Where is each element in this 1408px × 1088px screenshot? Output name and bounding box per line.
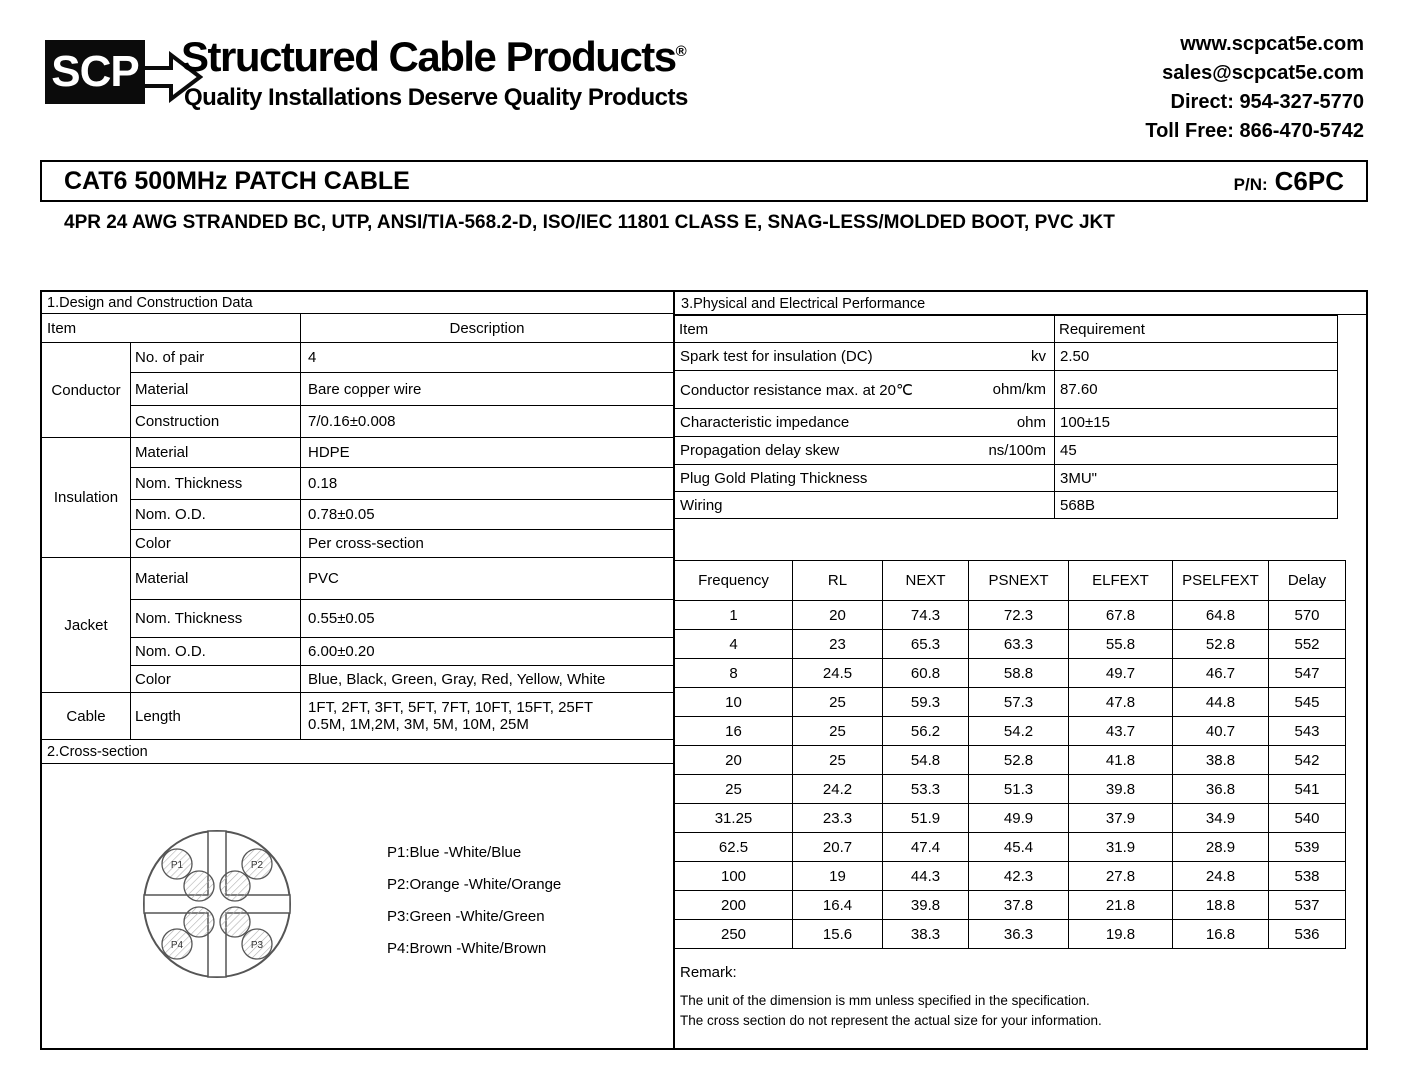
freq-data-cell: 23.3 <box>793 804 883 833</box>
perf-requirement: 100±15 <box>1055 409 1338 437</box>
perf-requirement: 45 <box>1055 437 1338 465</box>
freq-data-cell: 200 <box>675 891 793 920</box>
freq-data-cell: 15.6 <box>793 920 883 949</box>
freq-data-cell: 31.25 <box>675 804 793 833</box>
freq-data-cell: 51.3 <box>969 775 1069 804</box>
design-value: 0.78±0.05 <box>301 500 674 530</box>
freq-data-cell: 36.8 <box>1173 775 1269 804</box>
freq-data-cell: 31.9 <box>1069 833 1173 862</box>
perf-col-requirement: Requirement <box>1055 316 1338 343</box>
freq-data-cell: 539 <box>1269 833 1346 862</box>
design-prop: Nom. O.D. <box>131 500 301 530</box>
freq-data-row <box>675 833 1346 862</box>
freq-data-cell: 19 <box>793 862 883 891</box>
col-elfext: ELFEXT <box>1069 561 1173 601</box>
design-value: 6.00±0.20 <box>301 638 674 666</box>
remark-title: Remark: <box>680 964 737 981</box>
design-value: Bare copper wire <box>301 373 674 406</box>
freq-data-cell: 47.8 <box>1069 688 1173 717</box>
freq-data-cell: 8 <box>675 659 793 688</box>
perf-item: Plug Gold Plating Thickness <box>675 465 1055 492</box>
freq-data-cell: 49.7 <box>1069 659 1173 688</box>
freq-data-cell: 25 <box>675 775 793 804</box>
legend-pair4: P4:Brown -White/Brown <box>387 940 547 957</box>
design-table <box>41 291 674 764</box>
freq-data-cell: 20 <box>793 601 883 630</box>
freq-data-row <box>675 862 1346 891</box>
spec-body <box>40 290 1368 1050</box>
design-prop: Material <box>131 373 301 406</box>
freq-data-cell: 545 <box>1269 688 1346 717</box>
col-psnext: PSNEXT <box>969 561 1069 601</box>
freq-data-cell: 54.2 <box>969 717 1069 746</box>
freq-data-cell: 25 <box>793 688 883 717</box>
freq-data-row <box>675 775 1346 804</box>
remark-line-1: The unit of the dimension is mm unless specified in the specification. <box>680 993 1090 1008</box>
contact-direct-phone: Direct: 954-327-5770 <box>1170 91 1364 113</box>
freq-data-cell: 24.8 <box>1173 862 1269 891</box>
perf-item: ohm Characteristic impedance <box>675 409 1055 437</box>
col-rl: RL <box>793 561 883 601</box>
freq-data-cell: 21.8 <box>1069 891 1173 920</box>
col-pselfext: PSELFEXT <box>1173 561 1269 601</box>
freq-data-cell: 16.8 <box>1173 920 1269 949</box>
freq-data-cell: 43.7 <box>1069 717 1173 746</box>
col-delay: Delay <box>1269 561 1346 601</box>
freq-data-cell: 63.3 <box>969 630 1069 659</box>
cable-cross-section-diagram <box>127 814 307 994</box>
legend-pair3: P3:Green -White/Green <box>387 908 545 925</box>
part-number-label: P/N: <box>1233 174 1268 194</box>
freq-data-cell: 59.3 <box>883 688 969 717</box>
cable-length-m: 0.5M, 1M,2M, 3M, 5M, 10M, 25M <box>308 716 529 733</box>
design-prop: Nom. Thickness <box>131 468 301 500</box>
perf-requirement: 87.60 <box>1055 371 1338 409</box>
design-value <box>301 693 674 740</box>
freq-data-cell: 16.4 <box>793 891 883 920</box>
design-value: 4 <box>301 343 674 373</box>
freq-data-cell: 552 <box>1269 630 1346 659</box>
freq-data-cell: 25 <box>793 746 883 775</box>
perf-requirement: 2.50 <box>1055 343 1338 371</box>
freq-data-cell: 28.9 <box>1173 833 1269 862</box>
contact-website: www.scpcat5e.com <box>1180 33 1364 55</box>
freq-data-cell: 67.8 <box>1069 601 1173 630</box>
legend-pair1: P1:Blue -White/Blue <box>387 844 522 861</box>
freq-data-cell: 543 <box>1269 717 1346 746</box>
pair-label-p2: P2 <box>250 860 264 871</box>
freq-data-row <box>675 601 1346 630</box>
freq-data-cell: 72.3 <box>969 601 1069 630</box>
freq-data-cell: 541 <box>1269 775 1346 804</box>
spec-subtitle: 4PR 24 AWG STRANDED BC, UTP, ANSI/TIA-568.2-D, ISO/IEC 11801 CLASS E, SNAG-LESS/MOLDED BOOT, PVC JKT <box>64 212 1115 233</box>
scp-logo-text: SCP <box>51 47 139 96</box>
freq-data-cell: 100 <box>675 862 793 891</box>
freq-data-cell: 24.5 <box>793 659 883 688</box>
freq-data-cell: 38.3 <box>883 920 969 949</box>
perf-unit: ohm/km <box>992 380 1046 398</box>
freq-data-cell: 250 <box>675 920 793 949</box>
perf-col-item: Item <box>675 316 1055 343</box>
freq-data-cell: 25 <box>793 717 883 746</box>
freq-data-cell: 57.3 <box>969 688 1069 717</box>
part-number-value: C6PC <box>1274 165 1344 196</box>
freq-data-cell: 538 <box>1269 862 1346 891</box>
contact-email: sales@scpcat5e.com <box>1162 62 1364 84</box>
product-title: CAT6 500MHz PATCH CABLE <box>64 166 410 195</box>
brand-name-text: Structured Cable Products <box>181 33 676 80</box>
freq-data-row <box>675 688 1346 717</box>
remark-line-2: The cross section do not represent the actual size for your information. <box>680 1013 1102 1028</box>
freq-data-cell: 65.3 <box>883 630 969 659</box>
design-col-description: Description <box>301 314 674 343</box>
cross-section-legend <box>387 844 561 972</box>
frequency-performance-table <box>674 560 1346 949</box>
freq-data-cell: 47.4 <box>883 833 969 862</box>
design-col-item: Item <box>42 314 301 343</box>
freq-data-cell: 537 <box>1269 891 1346 920</box>
registered-mark: ® <box>675 43 686 60</box>
freq-data-cell: 18.8 <box>1173 891 1269 920</box>
contact-tollfree-phone: Toll Free: 866-470-5742 <box>1145 120 1364 142</box>
freq-data-cell: 27.8 <box>1069 862 1173 891</box>
freq-data-cell: 42.3 <box>969 862 1069 891</box>
freq-data-cell: 542 <box>1269 746 1346 775</box>
design-prop: Color <box>131 530 301 558</box>
brand-tagline: Quality Installations Deserve Quality Products <box>184 84 688 111</box>
part-number <box>1234 166 1344 197</box>
freq-data-cell: 37.8 <box>969 891 1069 920</box>
freq-data-cell: 36.3 <box>969 920 1069 949</box>
freq-data-cell: 10 <box>675 688 793 717</box>
freq-data-cell: 51.9 <box>883 804 969 833</box>
remark-block <box>680 964 1102 1033</box>
freq-data-cell: 74.3 <box>883 601 969 630</box>
freq-data-cell: 4 <box>675 630 793 659</box>
perf-item: kv Spark test for insulation (DC) <box>675 343 1055 371</box>
design-value: HDPE <box>301 438 674 468</box>
freq-data-cell: 64.8 <box>1173 601 1269 630</box>
freq-data-cell: 58.8 <box>969 659 1069 688</box>
perf-unit: kv <box>1031 348 1046 365</box>
perf-requirement: 3MU" <box>1055 465 1338 492</box>
design-section-title: 1.Design and Construction Data <box>42 292 674 314</box>
performance-section-title: 3.Physical and Electrical Performance <box>675 292 1366 315</box>
design-prop: Construction <box>131 406 301 438</box>
freq-data-row <box>675 746 1346 775</box>
perf-requirement: 568B <box>1055 492 1338 519</box>
col-frequency: Frequency <box>675 561 793 601</box>
cross-section-title: 2.Cross-section <box>42 740 674 764</box>
freq-data-cell: 1 <box>675 601 793 630</box>
freq-data-cell: 52.8 <box>969 746 1069 775</box>
freq-data-cell: 39.8 <box>883 891 969 920</box>
freq-data-cell: 44.8 <box>1173 688 1269 717</box>
freq-data-cell: 23 <box>793 630 883 659</box>
design-group-insulation: Insulation <box>42 438 131 558</box>
freq-data-cell: 40.7 <box>1173 717 1269 746</box>
freq-data-cell: 55.8 <box>1069 630 1173 659</box>
design-prop: No. of pair <box>131 343 301 373</box>
design-value: Per cross-section <box>301 530 674 558</box>
freq-data-cell: 536 <box>1269 920 1346 949</box>
design-group-cable: Cable <box>42 693 131 740</box>
freq-data-row <box>675 659 1346 688</box>
design-group-conductor: Conductor <box>42 343 131 438</box>
freq-data-row <box>675 920 1346 949</box>
design-value: 0.55±0.05 <box>301 600 674 638</box>
freq-data-cell: 60.8 <box>883 659 969 688</box>
freq-data-cell: 45.4 <box>969 833 1069 862</box>
perf-item: ohm/km Conductor resistance max. at 20℃ <box>675 371 1055 409</box>
freq-data-cell: 20 <box>675 746 793 775</box>
design-value: 0.18 <box>301 468 674 500</box>
perf-item: Wiring <box>675 492 1055 519</box>
col-next: NEXT <box>883 561 969 601</box>
legend-pair2: P2:Orange -White/Orange <box>387 876 562 893</box>
perf-unit: ns/100m <box>988 442 1046 459</box>
performance-section <box>675 292 1366 1048</box>
freq-data-cell: 56.2 <box>883 717 969 746</box>
freq-data-cell: 52.8 <box>1173 630 1269 659</box>
freq-data-row <box>675 717 1346 746</box>
freq-data-cell: 49.9 <box>969 804 1069 833</box>
freq-data-cell: 34.9 <box>1173 804 1269 833</box>
freq-data-cell: 570 <box>1269 601 1346 630</box>
perf-item: ns/100m Propagation delay skew <box>675 437 1055 465</box>
cable-length-ft: 1FT, 2FT, 3FT, 5FT, 7FT, 10FT, 15FT, 25FT <box>308 699 594 716</box>
title-bar <box>40 160 1368 202</box>
freq-data-cell: 46.7 <box>1173 659 1269 688</box>
freq-data-cell: 20.7 <box>793 833 883 862</box>
perf-unit: ohm <box>1016 414 1046 431</box>
design-prop: Nom. O.D. <box>131 638 301 666</box>
design-prop: Length <box>131 693 301 740</box>
freq-data-cell: 39.8 <box>1069 775 1173 804</box>
contact-block <box>1145 30 1364 146</box>
freq-data-row <box>675 630 1346 659</box>
design-value: PVC <box>301 558 674 600</box>
design-group-jacket: Jacket <box>42 558 131 693</box>
freq-data-cell: 24.2 <box>793 775 883 804</box>
design-prop: Material <box>131 558 301 600</box>
electrical-requirements-table <box>674 315 1338 519</box>
design-prop: Nom. Thickness <box>131 600 301 638</box>
brand-name <box>181 33 685 81</box>
pair-label-p4: P4 <box>170 940 184 951</box>
freq-data-cell: 38.8 <box>1173 746 1269 775</box>
freq-data-cell: 37.9 <box>1069 804 1173 833</box>
pair-label-p1: P1 <box>170 860 184 871</box>
freq-data-cell: 547 <box>1269 659 1346 688</box>
design-prop: Material <box>131 438 301 468</box>
freq-data-cell: 54.8 <box>883 746 969 775</box>
freq-data-cell: 62.5 <box>675 833 793 862</box>
freq-data-row <box>675 804 1346 833</box>
freq-data-cell: 41.8 <box>1069 746 1173 775</box>
freq-header-row <box>675 561 1346 601</box>
design-value: Blue, Black, Green, Gray, Red, Yellow, White <box>301 666 674 693</box>
design-prop: Color <box>131 666 301 693</box>
freq-data-cell: 540 <box>1269 804 1346 833</box>
freq-data-cell: 19.8 <box>1069 920 1173 949</box>
freq-data-row <box>675 891 1346 920</box>
pair-label-p3: P3 <box>250 940 264 951</box>
design-value: 7/0.16±0.008 <box>301 406 674 438</box>
freq-data-cell: 44.3 <box>883 862 969 891</box>
freq-data-cell: 16 <box>675 717 793 746</box>
scp-logo <box>45 40 145 104</box>
freq-data-cell: 53.3 <box>883 775 969 804</box>
